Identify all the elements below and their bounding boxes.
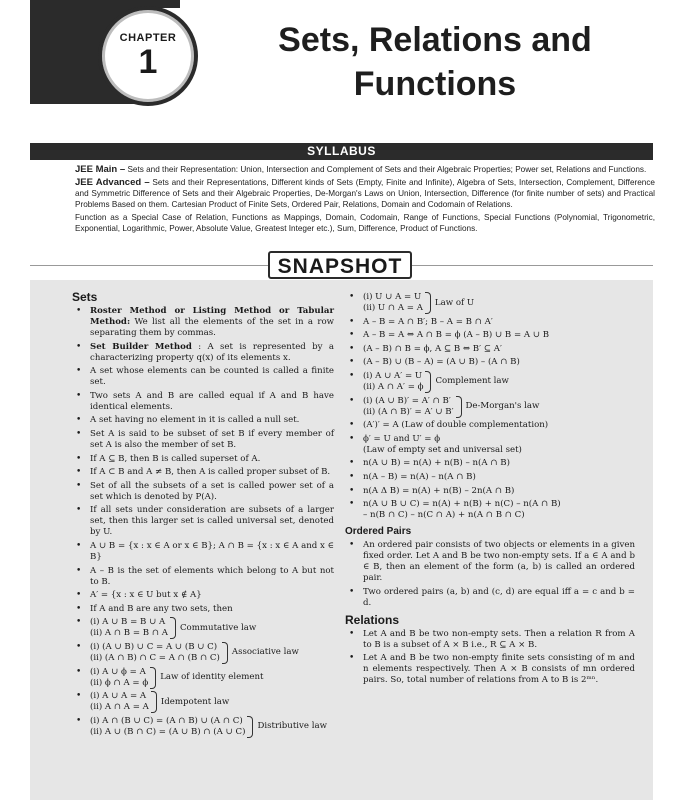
brace (170, 617, 176, 639)
list-item: • A set whose elements can be counted is called a finite set. (72, 366, 334, 388)
law-associative (72, 642, 334, 664)
sets-heading: Sets (72, 290, 98, 304)
union-three-line1: n(A ∪ B ∪ C) = n(A) + n(B) + n(C) – n(A ∩ B) (363, 499, 561, 510)
law-row: • (i) A ∪ A′ = U (363, 370, 423, 381)
jee-main-text: Sets and their Representation: Union, Intersection and Complement of Sets and their Algebraic Properties; Power set, Relations and Functions. (127, 165, 647, 174)
law-row: (ii) (A ∩ B) ∩ C = A ∩ (B ∩ C) (90, 652, 220, 663)
law-row: • (i) A ∪ A = A (90, 691, 147, 702)
law-row: (ii) A ∩ A′ = ϕ (363, 381, 424, 392)
title-line-2: Functions (353, 65, 517, 103)
left-column (72, 292, 334, 740)
list-item: • If A ⊂ B and A ≠ B, then A is called proper subset of B. (72, 467, 334, 478)
snapshot-rule-right (412, 265, 653, 266)
chapter-number: 1 (138, 43, 158, 81)
law-row: • (i) A ∪ B = B ∪ A (90, 617, 166, 628)
snapshot-label: SNAPSHOT (268, 251, 412, 279)
list-item: • (A′)′ = A (Law of double complementation) (345, 420, 635, 431)
jee-advanced-label: JEE Advanced – (75, 177, 150, 188)
law-row: (ii) A ∪ (B ∩ C) = (A ∪ B) ∩ (A ∪ C) (90, 726, 246, 737)
list-item: • A′ = {x : x ∈ U but x ∉ A} (72, 590, 334, 601)
list-item: • Let A and B be two non-empty finite sets consisting of m and n elements respectively. Then A × B consists of mn ordered pairs. So, total number of relations from A to B is 2ᵐⁿ. (345, 653, 635, 686)
law-complement (345, 371, 635, 393)
law-row: • (i) A ∪ ϕ = A (90, 666, 146, 677)
list-item: • A ∪ B = {x : x ∈ A or x ∈ B}; A ∩ B = {x : x ∈ A and x ∈ B} (72, 541, 334, 563)
list-item (72, 306, 334, 339)
law-row: (ii) A ∩ B = B ∩ A (90, 628, 168, 639)
brace (151, 691, 157, 713)
law-name: Law of U (434, 297, 475, 308)
list-item: • Two ordered pairs (a, b) and (c, d) are equal iff a = c and b = d. (345, 587, 635, 609)
brace (425, 292, 431, 314)
law-name: Distributive law (257, 721, 327, 732)
empty-law-note: (Law of empty set and universal set) (363, 444, 522, 455)
snapshot-rule-left (30, 265, 268, 266)
law-row: (ii) U ∩ A = A (363, 303, 423, 313)
law-row: • (i) U ∪ A = U (363, 292, 422, 302)
syllabus-heading: SYLLABUS (30, 143, 653, 160)
list-item: • A set having no element in it is called a null set. (72, 415, 334, 426)
list-item: • n(A – B) = n(A) – n(A ∩ B) (345, 472, 635, 483)
law-name: Associative law (231, 647, 299, 658)
list-item: • (A – B) ∩ B = ϕ, A ⊆ B ⇔ B′ ⊆ A′ (345, 344, 635, 355)
list-item: • Two sets A and B are called equal if A and B have identical elements. (72, 391, 334, 413)
syllabus-body (75, 164, 655, 236)
law-name: Law of identity element (160, 672, 264, 682)
title-line-1: Sets, Relations and (278, 21, 592, 59)
list-item: • A – B is the set of elements which belong to A but not to B. (72, 566, 334, 588)
relations-heading: Relations (345, 612, 400, 627)
list-item: • n(A Δ B) = n(A) + n(B) – 2n(A ∩ B) (345, 486, 635, 497)
list-item: • Set A is said to be subset of set B if every member of set A is also the member of set B. (72, 429, 334, 451)
list-item: • Set of all the subsets of a set is called power set of a set which is denoted by P(A). (72, 481, 334, 503)
ordered-pairs-list (345, 540, 635, 609)
list-item: • An ordered pair consists of two objects or elements in a given fixed order. Let A and B be two non-empty sets. If a ∈ A and b ∈ B, then an element of the form (a, b) is called an ordered pair. (345, 540, 635, 584)
law-distributive (72, 716, 334, 738)
law-demorgan (345, 396, 635, 418)
list-item: • If A ⊆ B, then B is called superset of A. (72, 454, 334, 465)
list-item: • If all sets under consideration are subsets of a larger set, then this larger set is called universal set, denoted by U. (72, 505, 334, 538)
law-row: • (i) (A ∪ B) ∪ C = A ∪ (B ∪ C) (90, 641, 218, 652)
list-item (345, 499, 635, 521)
sets-list (72, 306, 334, 738)
list-item (345, 434, 635, 456)
chapter-label: CHAPTER (119, 32, 177, 44)
law-idempotent (72, 691, 334, 713)
page-title (220, 18, 650, 106)
empty-law: ϕ′ = U and U′ = ϕ (363, 433, 441, 444)
brace (425, 371, 431, 393)
list-item (72, 342, 334, 364)
law-row: • (i) (A ∪ B)′ = A′ ∩ B′ (363, 395, 451, 406)
law-row: (ii) ϕ ∩ A = ϕ (90, 677, 149, 688)
brace (150, 667, 156, 689)
syllabus-functions: Function as a Special Case of Relation, Functions as Mappings, Domain, Codomain, Range of Functions, Special Functions (Polynomial, Trigonometric, Exponential, Logarithmic, Power, Absolute Value, Greatest Integer etc.), Sum, Difference, Product of Functions. (75, 213, 655, 233)
law-row: (ii) A ∩ A = A (90, 702, 149, 713)
relations-list (345, 629, 635, 687)
law-name: De-Morgan's law (465, 401, 540, 412)
builder-text: : A set is represented by a characterizing property q(x) of its elements x. (90, 341, 334, 363)
sets-list-continued (345, 292, 635, 521)
list-item: • A – B = A ∩ B′; B – A = B ∩ A′ (345, 317, 635, 328)
brace (247, 716, 253, 738)
right-column (345, 292, 635, 689)
law-row: (ii) (A ∩ B)′ = A′ ∪ B′ (363, 406, 454, 417)
roster-title: Roster Method or Listing Method or Tabular Method: (90, 306, 334, 327)
union-three-line2: – n(B ∩ C) – n(C ∩ A) + n(A ∩ B ∩ C) (363, 510, 525, 521)
list-item: • (A – B) ∪ (B – A) = (A ∪ B) – (A ∩ B) (345, 357, 635, 368)
jee-main-label: JEE Main – (75, 164, 126, 175)
ordered-pairs-heading: Ordered Pairs (345, 526, 412, 538)
law-name: Idempotent law (160, 696, 230, 707)
chapter-badge (98, 6, 198, 106)
syllabus-jee-main (75, 164, 655, 175)
law-of-u (345, 292, 635, 314)
brace (456, 396, 462, 418)
brace (222, 642, 228, 664)
law-name: Complement law (435, 376, 509, 387)
builder-title: Set Builder Method (90, 341, 192, 352)
law-name: Commutative law (179, 622, 257, 633)
law-identity (72, 667, 334, 689)
list-item: • n(A ∪ B) = n(A) + n(B) – n(A ∩ B) (345, 458, 635, 469)
list-item: • Let A and B be two non-empty sets. Then a relation R from A to B is a subset of A × B i.e., R ⊆ A × B. (345, 629, 635, 651)
law-commutative (72, 617, 334, 639)
roster-text: We list all the elements of the set in a row separating them by commas. (90, 317, 334, 338)
syllabus-jee-advanced (75, 177, 655, 210)
list-item: • If A and B are any two sets, then (72, 604, 334, 615)
law-row: • (i) A ∩ (B ∪ C) = (A ∩ B) ∪ (A ∩ C) (90, 715, 243, 726)
jee-advanced-text: Sets and their Representations, Different kinds of Sets (Empty, Finite and Infinite), Algebra of Sets, Intersection, Complement, Difference and Symmetric Difference of Sets and their Algebraic Properties, De-Morgan's Laws on Union, Intersection, Difference (for finite number of sets) and Practical Problems Based on them. Cartesian Product of Finite Sets, Ordered Pair, Relations, Domain and Codomain of Relations. (75, 178, 655, 209)
list-item: • A – B = A ⇔ A ∩ B = ϕ (A – B) ∪ B = A ∪ B (345, 330, 635, 341)
